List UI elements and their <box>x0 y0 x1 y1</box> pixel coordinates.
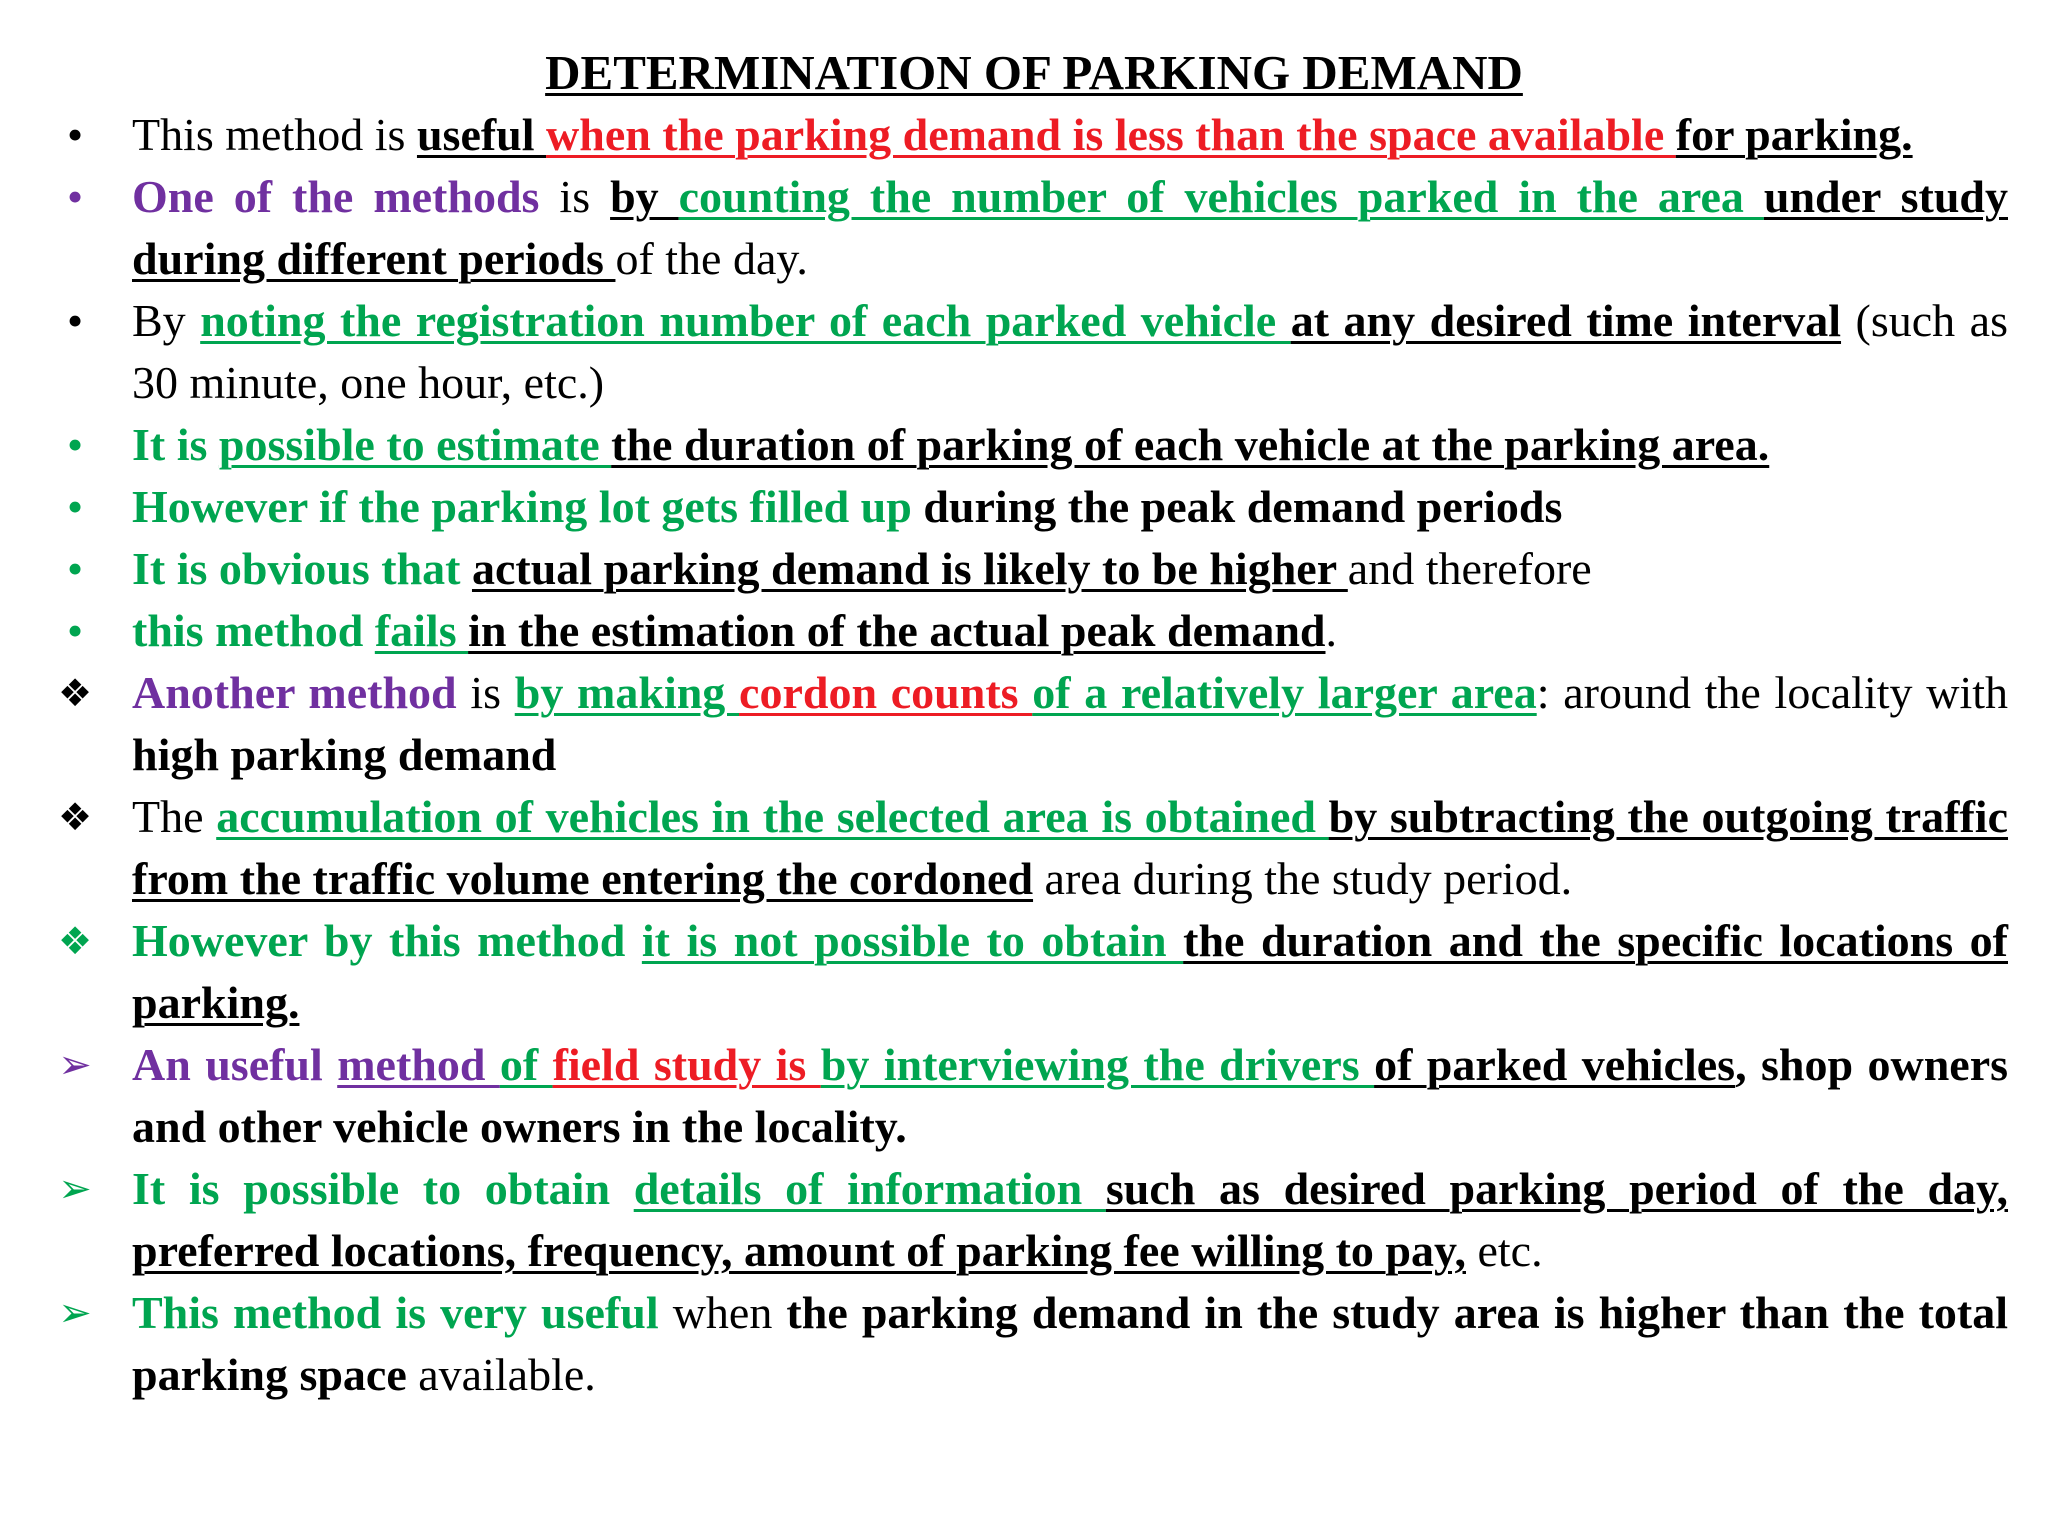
list-item <box>50 1158 2008 1282</box>
text-segment: It is possible to obtain <box>132 1163 634 1214</box>
text-segment: etc. <box>1465 1225 1543 1276</box>
text-segment: However if the parking lot gets filled up <box>132 481 912 532</box>
item-text <box>132 166 2008 290</box>
text-segment: This method is very useful <box>132 1287 659 1338</box>
text-segment: field study is <box>552 1039 821 1090</box>
text-segment: under study during different periods <box>132 171 2008 284</box>
arrow-bullet-icon: ➢ <box>58 1290 92 1336</box>
list-item <box>50 166 2008 290</box>
list-item <box>50 104 2008 166</box>
text-segment: of parked vehicles <box>1374 1039 1736 1090</box>
text-segment: noting the registration number of each parked vehicle <box>200 295 1291 346</box>
text-segment: such as desired parking period of the day, preferred locations, frequency, amount of parking fee willing to pay, <box>132 1163 2009 1276</box>
text-segment: : around the locality with <box>1536 667 2009 718</box>
list-item <box>50 1034 2008 1158</box>
text-segment: at any desired time interval <box>1290 295 1842 346</box>
text-segment: available. <box>406 1349 596 1400</box>
list-item <box>50 476 2008 538</box>
text-segment: accumulation of vehicles in the selected area is obtained <box>216 791 1329 842</box>
text-segment: during the peak demand periods <box>911 481 1563 532</box>
text-segment: the parking demand in the study area is higher than the total parking space <box>132 1287 2009 1400</box>
text-segment: by <box>610 171 679 222</box>
text-segment: for parking. <box>1675 109 1913 160</box>
text-segment: it is not possible to obtain <box>641 915 1184 966</box>
text-segment: this method <box>132 605 375 656</box>
item-text <box>132 476 2008 538</box>
item-text <box>132 1158 2008 1282</box>
text-segment: the duration of parking of each vehicle at the parking area. <box>611 419 1770 470</box>
text-segment: the duration and the specific locations of parking. <box>132 915 2008 1028</box>
list-item <box>50 414 2008 476</box>
text-segment: useful <box>416 109 547 160</box>
text-segment: cordon counts <box>739 667 1033 718</box>
text-segment: counting the number of vehicles parked in the area <box>678 171 1764 222</box>
text-segment: By <box>132 295 201 346</box>
text-segment: of <box>499 1039 553 1090</box>
item-text <box>132 1282 2008 1406</box>
text-segment: It is obvious that <box>132 543 472 594</box>
text-segment: One of the methods <box>132 171 540 222</box>
text-segment: This method is <box>132 109 417 160</box>
text-segment: . <box>1325 605 1337 656</box>
item-text <box>132 414 2008 476</box>
text-segment: of the day. <box>615 233 808 284</box>
text-segment: is <box>456 667 515 718</box>
item-text <box>132 600 2008 662</box>
arrow-bullet-icon: ➢ <box>58 1042 92 1088</box>
item-text <box>132 1034 2008 1158</box>
text-segment: It is <box>132 419 219 470</box>
item-text <box>132 290 2008 414</box>
text-segment: However by this method <box>132 915 642 966</box>
text-segment: possible to estimate <box>218 419 612 470</box>
text-segment: high parking demand <box>132 729 557 780</box>
list-item <box>50 538 2008 600</box>
text-segment: (such as 30 minute, one hour, etc.) <box>132 295 2008 408</box>
item-text <box>132 910 2008 1034</box>
item-text <box>132 538 2008 600</box>
text-segment: method <box>337 1039 500 1090</box>
bullet-icon: • <box>66 419 84 470</box>
bullet-icon: • <box>66 171 84 222</box>
bullet-list <box>50 104 2008 1406</box>
text-segment: and therefore <box>1347 543 1592 594</box>
text-segment: area during the study period. <box>1033 853 1573 904</box>
item-text <box>132 786 2008 910</box>
text-segment: when the parking demand is less than the space available <box>546 109 1676 160</box>
text-segment: , shop owners and other vehicle owners in the locality. <box>132 1039 2009 1152</box>
diamond-bullet-icon: ❖ <box>57 795 93 839</box>
bullet-icon: • <box>66 481 84 532</box>
text-segment: Another method <box>132 667 457 718</box>
text-segment: fails <box>374 605 469 656</box>
list-item <box>50 290 2008 414</box>
text-segment: An useful <box>132 1039 338 1090</box>
arrow-bullet-icon: ➢ <box>58 1166 92 1212</box>
item-text <box>132 104 2008 166</box>
list-item <box>50 786 2008 910</box>
text-segment: by making <box>514 667 740 718</box>
bullet-icon: • <box>66 605 84 656</box>
text-segment: by subtracting the outgoing traffic from the traffic volume entering the cordoned <box>132 791 2009 904</box>
diamond-bullet-icon: ❖ <box>57 919 93 963</box>
bullet-icon: • <box>66 295 84 346</box>
text-segment: actual parking demand is likely to be higher <box>471 543 1348 594</box>
item-text <box>132 662 2008 786</box>
text-segment: is <box>539 171 611 222</box>
text-segment: The <box>132 791 217 842</box>
diamond-bullet-icon: ❖ <box>57 671 93 715</box>
text-segment: when <box>658 1287 787 1338</box>
list-item <box>50 600 2008 662</box>
list-item <box>50 662 2008 786</box>
list-item <box>50 910 2008 1034</box>
text-segment: of a relatively larger area <box>1032 667 1537 718</box>
slide-title: DETERMINATION OF PARKING DEMAND <box>545 45 1523 100</box>
text-segment: details of information <box>633 1163 1106 1214</box>
list-item <box>50 1282 2008 1406</box>
bullet-icon: • <box>66 109 84 160</box>
text-segment: in the estimation of the actual peak demand <box>468 605 1326 656</box>
text-segment: by interviewing the drivers <box>820 1039 1375 1090</box>
bullet-icon: • <box>66 543 84 594</box>
